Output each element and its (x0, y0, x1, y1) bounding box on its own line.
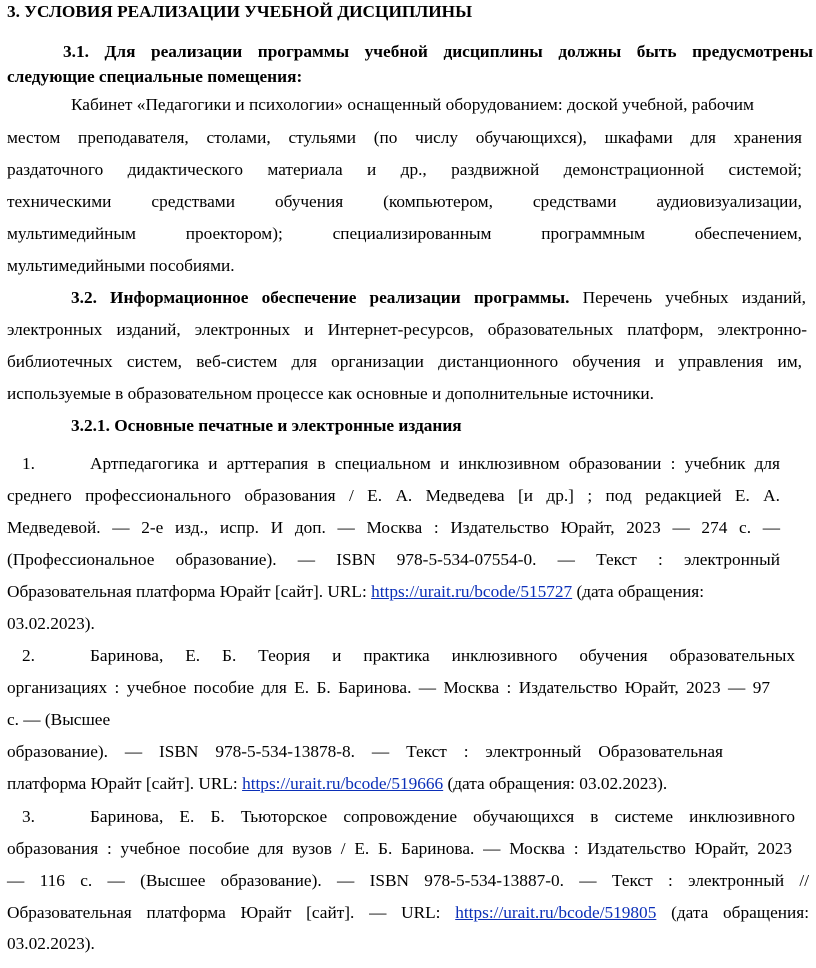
ref-text: Баринова, Е. Б. Теория и практика инклюзивного обучения образовательных (90, 646, 795, 665)
ref-1-line: (Профессиональное образование). — ISBN 978-5-534-07554-0. — Текст : электронный (7, 550, 780, 569)
ref-number: 1. (22, 454, 35, 473)
s32-title: 3.2. Информационное обеспечение реализации программы. (71, 288, 570, 307)
s31-text-line: мультимедийными пособиями. (7, 256, 235, 275)
ref-1-tail: 03.02.2023). (7, 614, 95, 633)
ref-text: (дата обращения: (656, 903, 810, 922)
s32-text-line: электронных изданий, электронных и Интернет-ресурсов, образовательных платформ, электронно- (7, 320, 807, 339)
ref-3-line: образования : учебное пособие для вузов / Е. Б. Баринова. — Москва : Издательство Юрайт, 2023 (7, 839, 792, 858)
ref-3-line: — 116 с. — (Высшее образование). — ISBN 978-5-534-13887-0. — Текст : электронный // (7, 871, 809, 890)
ref-1-line: среднего профессионального образования / Е. А. Медведева [и др.] ; под редакцией Е. А. (7, 486, 780, 505)
s31-text-line: Кабинет «Педагогики и психологии» оснащенный оборудованием: доской учебной, рабочим (71, 95, 754, 114)
ref-number: 2. (22, 646, 35, 665)
s31-text-line: мультимедийным проектором); специализированным программным обеспечением, (7, 224, 802, 243)
s31-title-line-2: следующие специальные помещения: (7, 67, 303, 86)
ref-text: (дата обращения: 03.02.2023). (443, 774, 668, 793)
s31-text-line: раздаточного дидактического материала и др., раздвижной демонстрационной системой; (7, 160, 802, 179)
s321-title: 3.2.1. Основные печатные и электронные издания (71, 416, 462, 435)
s31-text-line: местом преподавателя, столами, стульями (по числу обучающихся), шкафами для хранения (7, 128, 802, 147)
s32-first-line (71, 287, 806, 309)
section-heading: 3. УСЛОВИЯ РЕАЛИЗАЦИИ УЧЕБНОЙ ДИСЦИПЛИНЫ (7, 2, 473, 21)
s32-line1-rest: Перечень учебных изданий, (569, 288, 806, 307)
ref-2-line: с. — (Высшее (7, 710, 111, 729)
s31-title-line-1: 3.1. Для реализации программы учебной дисциплины должны быть предусмотрены (63, 42, 813, 61)
ref-text: Баринова, Е. Б. Тьюторское сопровождение обучающихся в системе инклюзивного (90, 807, 795, 826)
s31-text-line: техническими средствами обучения (компьютером, средствами аудиовизуализации, (7, 192, 802, 211)
ref-text: Образовательная платформа Юрайт [сайт]. — URL: (7, 903, 456, 922)
ref-1-url-link[interactable]: https://urait.ru/bcode/515727 (371, 582, 573, 601)
ref-3-url-link[interactable]: https://urait.ru/bcode/519805 (455, 903, 657, 922)
ref-text: Образовательная платформа Юрайт [сайт]. URL: (7, 582, 372, 601)
ref-3-tail: 03.02.2023). (7, 934, 95, 953)
ref-2-line: образование). — ISBN 978-5-534-13878-8. — Текст : электронный Образовательная (7, 742, 723, 761)
ref-1-link-line (7, 581, 813, 603)
ref-2-link-line (7, 773, 813, 795)
ref-text: Артпедагогика и арттерапия в специальном и инклюзивном образовании : учебник для (90, 454, 780, 473)
ref-text: (дата обращения: (572, 582, 704, 601)
ref-1-line: Медведевой. — 2-е изд., испр. И доп. — Москва : Издательство Юрайт, 2023 — 274 с. — (7, 518, 780, 537)
ref-2-first-line (22, 645, 795, 667)
ref-2-line: организациях : учебное пособие для Е. Б. Баринова. — Москва : Издательство Юрайт, 2023 — 97 (7, 678, 770, 697)
ref-2-url-link[interactable]: https://urait.ru/bcode/519666 (242, 774, 444, 793)
ref-3-link-line (7, 902, 809, 924)
s32-text-line: библиотечных систем, веб-систем для организации дистанционного обучения и управления им, (7, 352, 802, 371)
ref-3-first-line (22, 806, 795, 828)
ref-1-first-line (22, 453, 780, 475)
ref-number: 3. (22, 807, 35, 826)
ref-text: платформа Юрайт [сайт]. URL: (7, 774, 243, 793)
s32-text-line: используемые в образовательном процессе как основные и дополнительные источники. (7, 384, 654, 403)
